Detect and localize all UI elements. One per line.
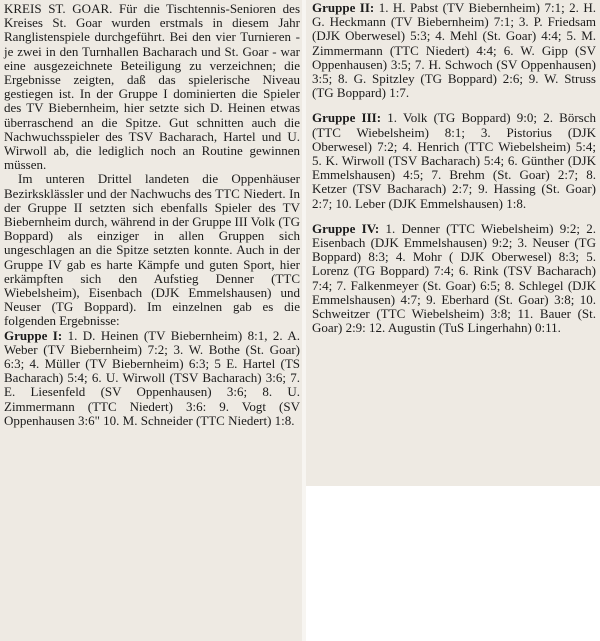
group-3-results <box>312 111 596 210</box>
group-2-results <box>312 1 596 100</box>
group-3-label: Gruppe III: <box>312 110 382 126</box>
article-right-column <box>306 0 600 486</box>
group-1-results <box>4 329 300 428</box>
group-4-results <box>312 222 596 336</box>
intro-paragraph: KREIS ST. GOAR. Für die Tischtennis-Senioren des Kreises St. Goar wurden erstmals in diesem Jahr Ranglistenspiele durchgeführt. Bei den vier Turnieren - je zwei in den Turnhallen Bacharach und St. Goar - war eine ausgezeichnete Beteiligung zu verzeichnen; die Ergebnisse zeigten, daß das spielerische Niveau gestiegen ist. In der Gruppe I dominierten die Spieler des TV Biebernheim, hier setzte sich D. Heinen etwas überraschend an die Spitze. Gut schnitten auch die Nachwuchsspieler des TSV Bacharach, Hartel und U. Wirwoll ab, die lediglich noch an Routine gewinnen müssen. <box>4 1 300 173</box>
group-4-list: 1. Denner (TTC Wiebelsheim) 9:2; 2. Eisenbach (DJK Emmelshausen) 9:2; 3. Neuser (TG Boppard) 8:3; 4. Mohr ( DJK Oberwesel) 8:3; 5. Lorenz (TG Boppard) 7:4; 6. Rink (TSV Bacharach) 7:4; 7. Falkenmeyer (St. Goar) 6:5; 8. Schlegel (DJK Emmelshausen) 4:7; 9. Eberhard (St. Goar) 3:8; 10. Schweitzer (TTC Wiebelsheim) 3:8; 11. Bauer (St. Goar) 2:9: 12. Augustin (TuS Lingerhahn) 0:11. <box>312 220 596 336</box>
group-2-list: 1. H. Pabst (TV Biebernheim) 7:1; 2. H. G. Heckmann (TV Biebernheim) 7:1; 3. P. Friedsam (DJK Oberwesel) 5:3; 4. Mehl (St. Goar) 4:4; 5. M. Zimmermann (TTC Niedert) 4:4; 6. W. Gipp (SV Oppenhausen) 3:5; 7. H. Schwoch (SV Oppenhausen) 3:5; 8. G. Spitzley (TG Boppard) 2:6; 9. W. Struss (TG Boppard) 1:7. <box>312 0 596 101</box>
group-4-label: Gruppe IV: <box>312 220 380 236</box>
group-1-label: Gruppe I: <box>4 327 63 343</box>
summary-paragraph: Im unteren Drittel landeten die Oppenhäuser Bezirksklässler und der Nachwuchs des TTC Niedert. In der Gruppe II setzten sich ebenfalls Spieler des TV Biebernheim durch, während in der Gruppe III Volk (TG Boppard) als einziger in allen Gruppen sich ungeschlagen an die Spitze setzten konnte. Auch in der Gruppe IV gab es harte Kämpfe und guten Sport, hier erkämpften sich den Aufstieg Denner (TTC Wiebelsheim), Eisenbach (DJK Emmelshausen) und Neuser (TG Boppard). Im einzelnen gab es die folgenden Ergebnisse: <box>4 171 300 329</box>
group-3-list: 1. Volk (TG Boppard) 9:0; 2. Börsch (TTC Wiebelsheim) 8:1; 3. Pistorius (DJK Oberwesel) 7:2; 4. Henrich (TTC Wiebelsheim) 5:4; 5. K. Wirwoll (TSV Bacharach) 5:4; 6. Günther (DJK Emmelshausen) 4:5; 7. Brehm (St. Goar) 2:7; 8. Ketzer (TSV Bacharach) 2:7; 9. Hassing (St. Goar) 2:7; 10. Leber (DJK Emmelshausen) 1:8. <box>312 110 596 211</box>
group-1-list: 1. D. Heinen (TV Biebernheim) 8:1, 2. A. Weber (TV Biebernheim) 7:2; 3. W. Bothe (St. Goar) 6:3; 4. Müller (TV Biebernheim) 6:3; 5 E. Hartel (TS Bacharach) 5:4; 6. U. Wirwoll (TSV Bacharach) 3:6; 7. E. Liesenfeld (SV Oppenhausen) 3:6; 8. U. Zimmermann (TTC Niedert) 3:6: 9. Vogt (SV Oppenhausen 3:6" 10. M. Schneider (TTC Niedert) 1:8. <box>4 327 301 428</box>
group-2-label: Gruppe II: <box>312 0 375 15</box>
